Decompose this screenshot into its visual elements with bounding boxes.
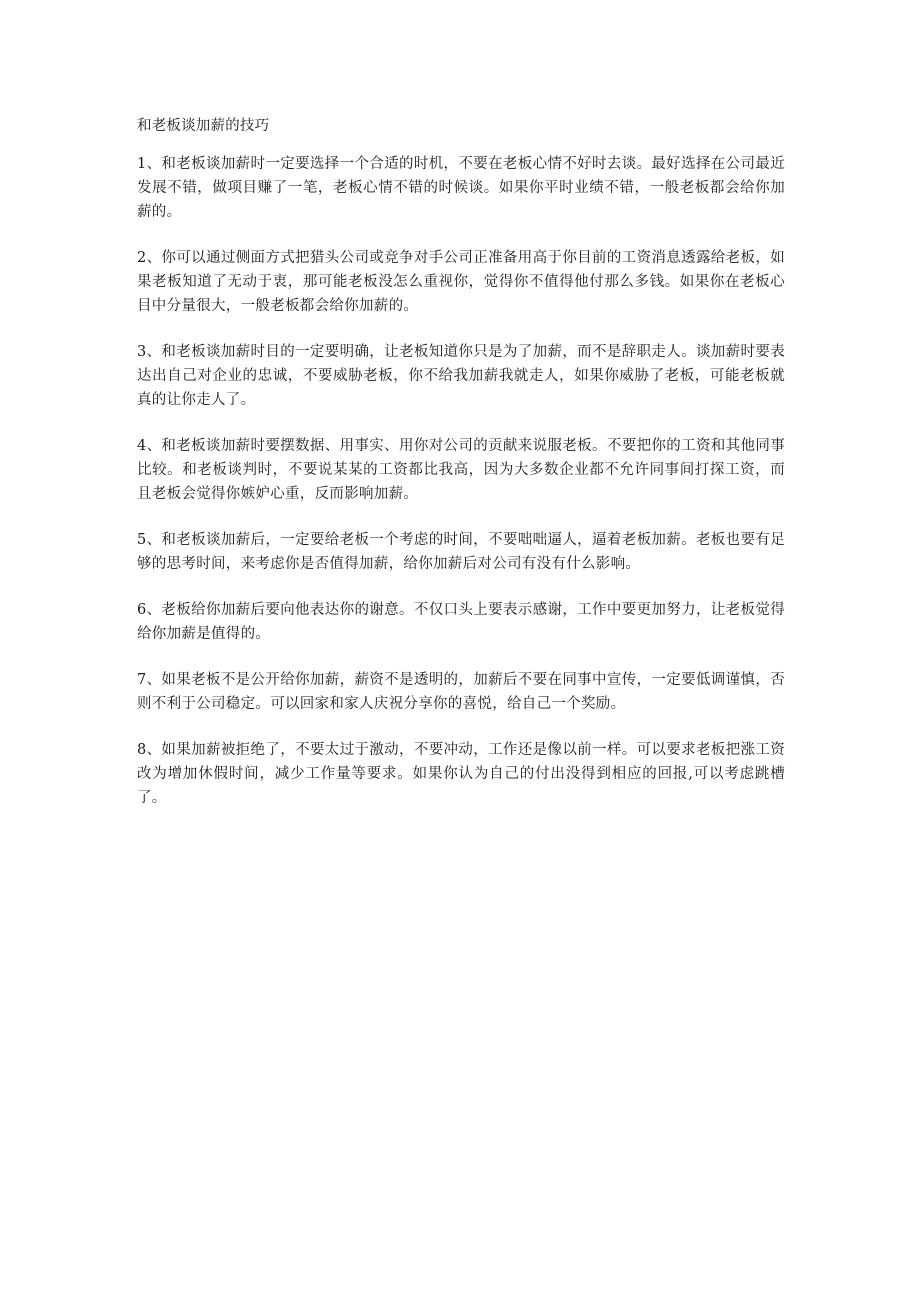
paragraph-6: 6、老板给你加薪后要向他表达你的谢意。不仅口头上要表示感谢，工作中要更加努力，让老板觉得给你加薪是值得的。 <box>137 602 785 642</box>
paragraph-4: 4、和老板谈加薪时要摆数据、用事实、用你对公司的贡献来说服老板。不要把你的工资和其他同事比较。和老板谈判时，不要说某某的工资都比我高，因为大多数企业都不允许同事间打探工资，而且老板会觉得你嫉妒心重，反而影响加薪。 <box>137 438 785 502</box>
paragraph-5: 5、和老板谈加薪后，一定要给老板一个考虑的时间，不要咄咄逼人，逼着老板加薪。老板也要有足够的思考时间，来考虑你是否值得加薪，给你加薪后对公司有没有什么影响。 <box>137 532 785 572</box>
paragraph-2: 2、你可以通过侧面方式把猎头公司或竞争对手公司正准备用高于你目前的工资消息透露给老板，如果老板知道了无动于衷，那可能老板没怎么重视你，觉得你不值得他付那么多钱。如果你在老板心目中分量很大，一般老板都会给你加薪的。 <box>137 250 785 314</box>
paragraph-3: 3、和老板谈加薪时目的一定要明确，让老板知道你只是为了加薪，而不是辞职走人。谈加薪时要表达出自己对企业的忠诚，不要威胁老板，你不给我加薪我就走人，如果你威胁了老板，可能老板就真的让你走人了。 <box>137 344 785 408</box>
paragraph-8: 8、如果加薪被拒绝了，不要太过于激动，不要冲动，工作还是像以前一样。可以要求老板把涨工资改为增加休假时间，减少工作量等要求。如果你认为自己的付出没得到相应的回报,可以考虑跳槽了。 <box>137 742 785 806</box>
paragraph-7: 7、如果老板不是公开给你加薪，薪资不是透明的，加薪后不要在同事中宣传，一定要低调谨慎，否则不利于公司稳定。可以回家和家人庆祝分享你的喜悦，给自己一个奖励。 <box>137 672 785 712</box>
document-title: 和老板谈加薪的技巧 <box>137 118 270 134</box>
document-body <box>137 114 785 832</box>
paragraph-1: 1、和老板谈加薪时一定要选择一个合适的时机，不要在老板心情不好时去谈。最好选择在公司最近发展不错，做项目赚了一笔，老板心情不错的时候谈。如果你平时业绩不错，一般老板都会给你加薪的。 <box>137 156 785 220</box>
